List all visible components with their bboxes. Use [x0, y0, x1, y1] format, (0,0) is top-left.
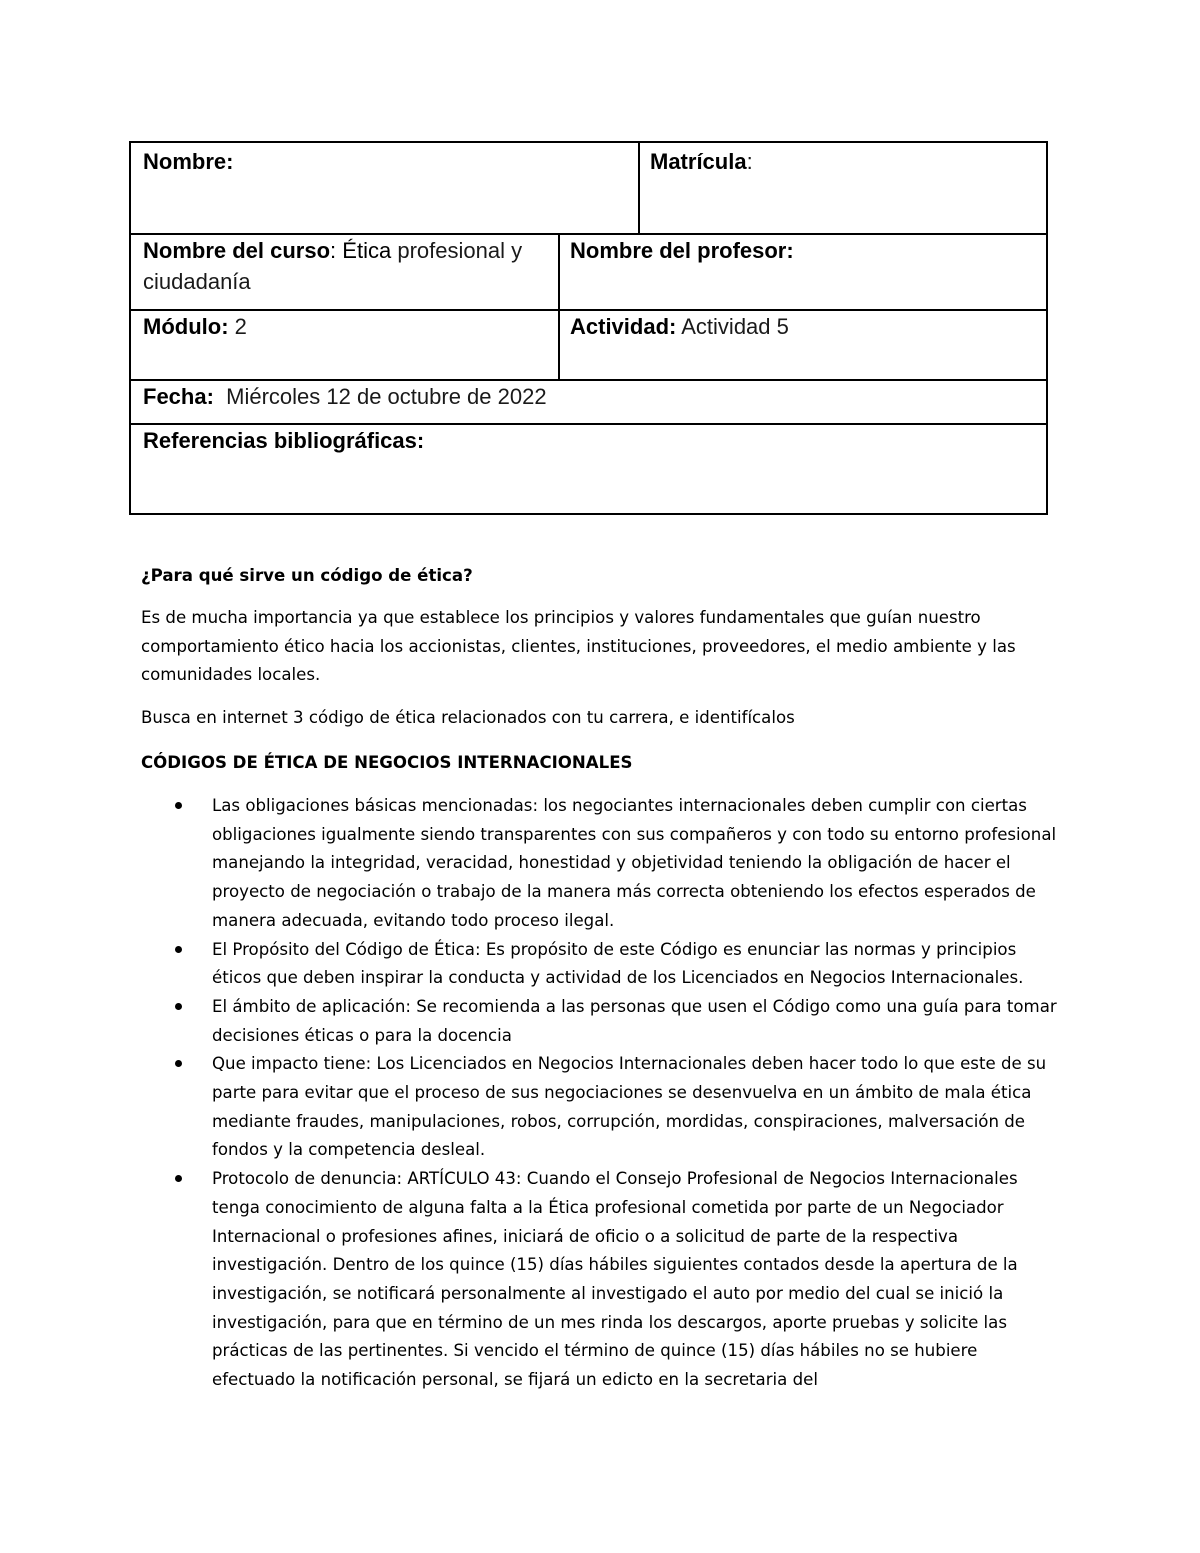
- modulo-value: 2: [228, 314, 247, 339]
- curso-colon: :: [330, 238, 337, 263]
- profesor-label: Nombre del profesor:: [570, 238, 794, 263]
- list-item: [141, 993, 1063, 1050]
- curso-cell: [143, 235, 543, 297]
- actividad-cell: [570, 311, 789, 342]
- list-item: [141, 1165, 1063, 1395]
- matricula-label: Matrícula: [650, 149, 747, 174]
- modulo-cell: [143, 311, 247, 342]
- answer-paragraph: Es de mucha importancia ya que establece los principios y valores fundamentales que guían nuestro comportamiento ético hacia los accionistas, clientes, instituciones, proveedores, el medio ambiente y las comunidades locales.: [141, 608, 1016, 685]
- bullet-dot-icon: [175, 1003, 182, 1010]
- bullet-list: [141, 792, 1063, 1395]
- bullet-dot-icon: [175, 1060, 182, 1067]
- matricula-colon: :: [746, 149, 753, 174]
- nombre-cell: [143, 146, 233, 177]
- header-table: [129, 141, 1048, 515]
- column-divider: [558, 234, 560, 380]
- curso-label: Nombre del curso: [143, 238, 331, 263]
- modulo-label: Módulo:: [143, 314, 229, 339]
- list-item-text: Las obligaciones básicas mencionadas: los negociantes internacionales deben cumplir con ciertas obligaciones igualmente siendo transparentes con sus compañeros y con todo su entorno profesional manejando la integridad, veracidad, honestidad y objetividad teniendo la obligación de hacer el proyecto de negociación o trabajo de la manera más correcta obteniendo los efectos esperados de manera adecuada, evitando todo proceso ilegal.: [212, 796, 1057, 930]
- bullet-dot-icon: [175, 1175, 182, 1182]
- list-item-text: Protocolo de denuncia: ARTÍCULO 43: Cuando el Consejo Profesional de Negocios Internacionales tenga conocimiento de alguna falta a la Ética profesional cometida por parte de un Negociador Internacional o profesiones afines, iniciará de oficio o a solicitud de parte de la respectiva investigación. Dentro de los quince (15) días hábiles siguientes contados desde la apertura de la investigación, se notificará personalmente al investigado el auto por medio del cual se inició la investigación, para que en término de un mes rinda los descargos, aporte pruebas y solicite las prácticas de las pertinentes. Si vencido el término de quince (15) días hábiles no se hubiere efectuado la notificación personal, se fijará un edicto en la secretaria del: [212, 1169, 1018, 1390]
- bullet-dot-icon: [175, 802, 182, 809]
- list-item-text: El ámbito de aplicación: Se recomienda a las personas que usen el Código como una guía para tomar decisiones éticas o para la docencia: [212, 996, 1057, 1045]
- list-item-text: Que impacto tiene: Los Licenciados en Negocios Internacionales deben hacer todo lo que este de su parte para evitar que el proceso de sus negociaciones se desenvuelva en un ámbito de mala ética mediante fraudes, manipulaciones, robos, corrupción, mordidas, conspiraciones, malversación de fondos y la competencia desleal.: [212, 1054, 1047, 1160]
- list-item-text: El Propósito del Código de Ética: Es propósito de este Código es enunciar las normas y principios éticos que deben inspirar la conducta y actividad de los Licenciados en Negocios Internacionales.: [212, 939, 1024, 988]
- bullet-list-container: [141, 792, 1063, 1395]
- list-item: [141, 1050, 1063, 1165]
- nombre-label: Nombre:: [143, 149, 234, 174]
- fecha-label: Fecha:: [143, 384, 214, 409]
- list-item: [141, 792, 1063, 936]
- referencias-cell: [143, 425, 424, 456]
- fecha-cell: [143, 381, 547, 412]
- actividad-value: Actividad 5: [676, 314, 789, 339]
- list-item: [141, 936, 1063, 993]
- question-heading: ¿Para qué sirve un código de ética?: [141, 566, 473, 585]
- section-heading: CÓDIGOS DE ÉTICA DE NEGOCIOS INTERNACIONALES: [141, 753, 633, 772]
- matricula-cell: [650, 146, 753, 177]
- actividad-label: Actividad:: [570, 314, 677, 339]
- bullet-dot-icon: [175, 946, 182, 953]
- referencias-label: Referencias bibliográficas:: [143, 428, 425, 453]
- fecha-value: Miércoles 12 de octubre de 2022: [213, 384, 547, 409]
- column-divider: [638, 143, 640, 234]
- instruction-text: Busca en internet 3 código de ética relacionados con tu carrera, e identifícalos: [141, 708, 795, 727]
- curso-value-rest: profesional y ciudadanía: [143, 238, 523, 294]
- curso-value-etica: Ética: [342, 238, 392, 263]
- profesor-cell: [570, 235, 794, 266]
